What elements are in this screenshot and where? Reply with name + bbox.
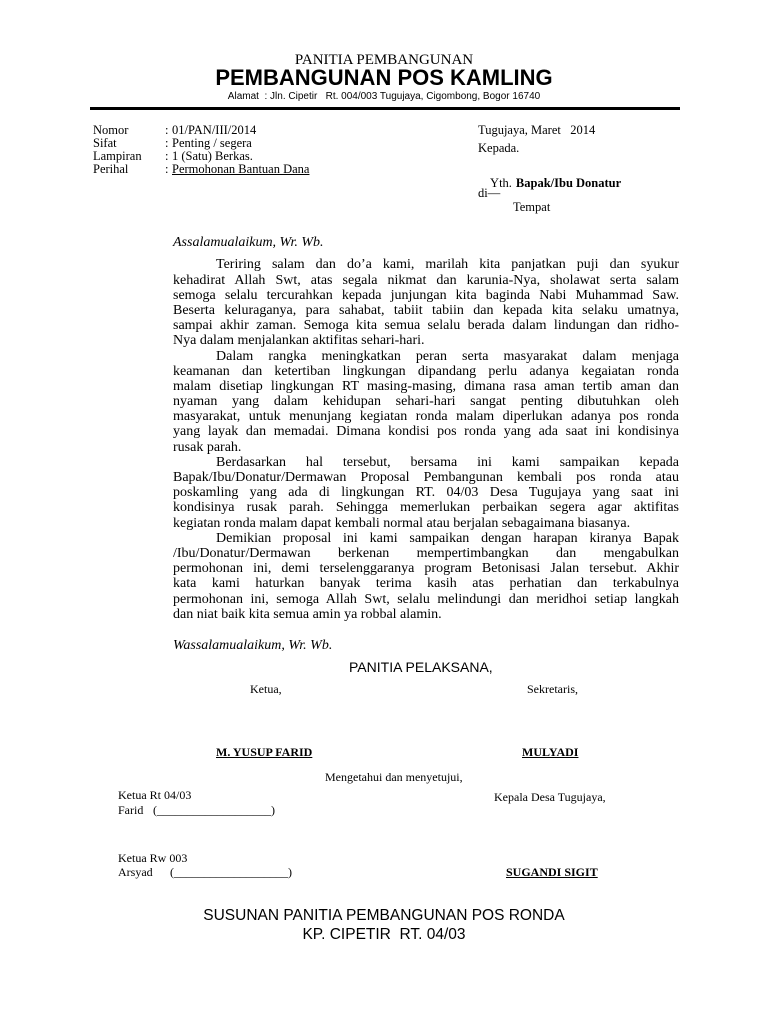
secretary-name: MULYADI	[522, 745, 579, 759]
rw-head-role: Ketua Rw 003	[118, 851, 188, 865]
rt-head-role: Ketua Rt 04/03	[118, 788, 192, 802]
paragraph-line: Dalam rangka meningkatkan peran serta masyarakat dalam menjaga	[216, 348, 679, 364]
recipient-honorific: Yth.	[490, 176, 512, 190]
paragraph-line: kata kami haturkan banyak terima kasih atas perhatian dan terkabulnya	[173, 576, 679, 592]
paragraph-line: Berdasarkan hal tersebut, bersama ini kami sampaikan kepada	[216, 454, 679, 470]
recipient-name: Bapak/Ibu Donatur	[515, 176, 622, 190]
meta-label: Sifat	[93, 135, 117, 150]
recipient-to-label: Kepada.	[478, 141, 520, 155]
paragraph-line: malam disetiap lingkungan RT masing-masing, dimana rasa aman tertib aman dan	[173, 378, 679, 394]
approval-heading: Mengetahui dan menyetujui,	[325, 770, 463, 784]
footer-title: SUSUNAN PANITIA PEMBANGUNAN POS RONDA	[203, 907, 565, 924]
recipient-di: di—	[478, 186, 501, 200]
letterhead-title: PEMBANGUNAN POS KAMLING	[215, 65, 553, 90]
paragraph-line: Demikian proposal ini kami sampaikan dengan harapan kiranya Bapak	[216, 530, 679, 546]
closing: Wassalamualaikum, Wr. Wb.	[173, 638, 333, 653]
meta-value: 01/PAN/III/2014	[172, 122, 257, 137]
meta-separator: :	[165, 135, 169, 150]
place-date: Tugujaya, Maret 2014	[478, 123, 596, 137]
paragraph	[173, 531, 679, 622]
rw-head-name: Arsyad	[118, 865, 153, 879]
village-head-role: Kepala Desa Tugujaya,	[494, 790, 606, 804]
paragraph	[173, 349, 679, 455]
paragraph-line: rusak parah.	[173, 439, 242, 455]
meta-value: Penting / segera	[172, 135, 252, 150]
meta-label: Perihal	[93, 161, 129, 176]
rt-signature-blank: (___________________)	[153, 803, 275, 817]
rt-head-name: Farid	[118, 803, 144, 817]
paragraph	[173, 455, 679, 531]
village-head-name: SUGANDI SIGIT	[506, 865, 598, 879]
paragraph-line: Nya dalam menjalankan aktifitas sehari-hari.	[173, 333, 425, 349]
meta-value: 1 (Satu) Berkas.	[172, 148, 253, 163]
chair-name: M. YUSUP FARID	[216, 745, 313, 759]
paragraph-line: poskamling yang ada di lingkungan RT. 04/03 Desa Tugujaya yang saat ini	[173, 485, 679, 501]
paragraph-line: Teriring salam dan do’a kami, marilah kita panjatkan puji dan syukur	[216, 257, 679, 273]
meta-value-subject: Permohonan Bantuan Dana	[172, 161, 310, 176]
paragraph-line: kondisinya rusak parah. Sehingga memerlukan perbaikan segera agar aktifitas	[173, 500, 679, 516]
paragraph-line: Beserta keluraganya, para sahabat, tabiit tabiin dan kepada kita selaku umatnya,	[173, 302, 679, 318]
meta-row-nomor	[93, 124, 393, 137]
meta-separator: :	[165, 122, 169, 137]
paragraph-line: nyaman yang dalam kehidupan sehari-hari sangat penting dibutuhkan oleh	[173, 394, 679, 410]
paragraph-line: dan niat baik kita semua amin ya robbal alamin.	[173, 606, 442, 622]
paragraph-line: semoga selalu tercurahkan kepada junjungan kita baginda Nabi Muhammad Saw.	[173, 287, 679, 303]
letterhead-committee: PANITIA PEMBANGUNAN	[294, 52, 474, 68]
paragraph-line: kegiatan ronda malam dapat kembali normal atau berjalan sebagaimana biasanya.	[173, 515, 631, 531]
footer-subtitle: KP. CIPETIR RT. 04/03	[302, 926, 466, 943]
letter-body	[173, 257, 679, 622]
committee-heading: PANITIA PELAKSANA,	[349, 659, 493, 675]
paragraph-line: masyarakat, untuk menunjang kegiatan ronda malam diperlukan adanya pos ronda	[173, 409, 679, 425]
paragraph	[173, 257, 679, 348]
secretary-role: Sekretaris,	[527, 682, 578, 696]
paragraph-line: sampai akhir zaman. Semoga kita semua selalu berada dalam lindungan dan ridho-	[173, 318, 679, 334]
meta-label: Nomor	[93, 122, 129, 137]
paragraph-line: yang layak dan memadai. Dimana kondisi pos ronda yang ada saat ini kondisinya	[173, 424, 679, 440]
paragraph-line: keamanan dan ketertiban lingkungan dipandang perlu adanya kegaiatan ronda	[173, 363, 679, 379]
paragraph-line: kehadirat Allah Swt, atas segala nikmat dan karunia-Nya, sholawat serta salam	[173, 272, 679, 288]
meta-row-sifat	[93, 137, 393, 150]
reference-block	[93, 124, 393, 176]
paragraph-line: permohonan ini, semoga Allah Swt, selalu melindungi dan meridhoi setiap langkah	[173, 591, 679, 607]
meta-separator: :	[165, 161, 169, 176]
greeting: Assalamualaikum, Wr. Wb.	[173, 235, 324, 250]
meta-row-lampiran	[93, 150, 393, 163]
letterhead-rule	[90, 107, 680, 110]
paragraph-line: Bapak/Ibu/Donatur/Dermawan Proposal Pembangunan kembali pos ronda atau	[173, 470, 679, 486]
letterhead-address: Alamat : Jln. Cipetir Rt. 004/003 Tugujaya, Cigombong, Bogor 16740	[227, 91, 541, 102]
paragraph-line: /Ibu/Donatur/Dermawan berkenan mempertimbangkan dan mengabulkan	[173, 545, 679, 561]
meta-label: Lampiran	[93, 148, 142, 163]
rw-signature-blank: (___________________)	[170, 865, 292, 879]
recipient-place: Tempat	[513, 200, 551, 214]
chair-role: Ketua,	[250, 682, 282, 696]
meta-row-perihal	[93, 163, 393, 176]
meta-separator: :	[165, 148, 169, 163]
paragraph-line: permohonan ini, demi terselenggaranya program Betonisasi Jalan tersebut. Akhir	[173, 561, 679, 577]
